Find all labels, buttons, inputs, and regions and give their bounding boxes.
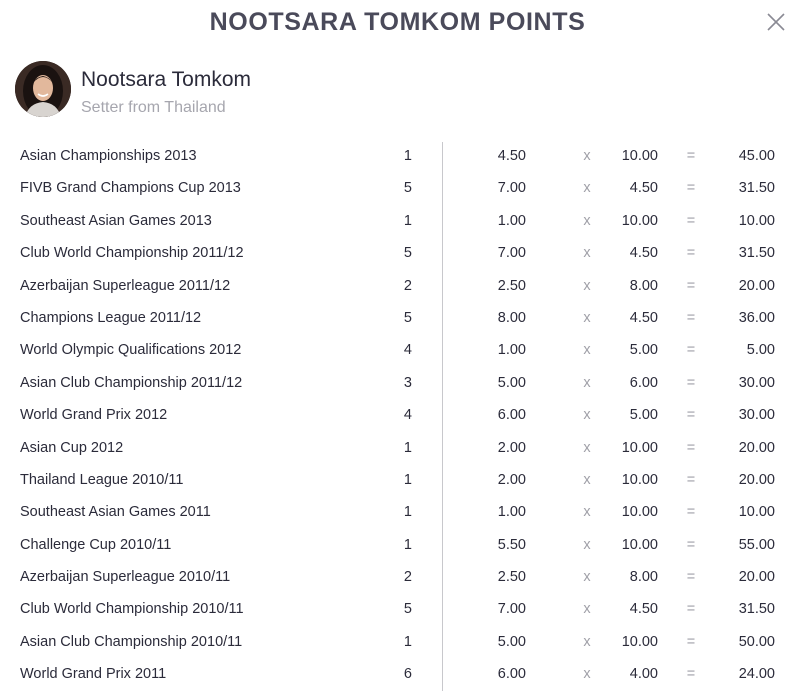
base-points: 1.00 bbox=[497, 212, 526, 229]
total-points: 20.00 bbox=[738, 471, 775, 488]
total-points: 10.00 bbox=[738, 212, 775, 229]
base-points: 1.00 bbox=[497, 504, 526, 521]
player-name: Nootsara Tomkom bbox=[81, 68, 252, 91]
base-points: 2.50 bbox=[497, 277, 526, 294]
multiplier: 8.00 bbox=[629, 277, 658, 294]
multiply-sign: x bbox=[583, 180, 591, 197]
avatar bbox=[15, 61, 71, 117]
base-points: 2.00 bbox=[497, 471, 526, 488]
multiplier: 10.00 bbox=[621, 439, 658, 456]
equals-sign: = bbox=[686, 245, 696, 262]
base-points: 5.00 bbox=[497, 633, 526, 650]
multiply-sign: x bbox=[583, 601, 591, 618]
multiplier: 6.00 bbox=[629, 374, 658, 391]
total-points: 5.00 bbox=[746, 342, 775, 359]
equals-sign: = bbox=[686, 374, 696, 391]
multiplier: 10.00 bbox=[621, 504, 658, 521]
multiply-sign: x bbox=[583, 245, 591, 262]
match-count: 1 bbox=[403, 504, 412, 521]
table-row bbox=[0, 593, 795, 625]
multiplier: 10.00 bbox=[621, 148, 658, 164]
competition-name: Southeast Asian Games 2013 bbox=[20, 212, 212, 229]
match-count: 1 bbox=[403, 148, 412, 164]
total-points: 31.50 bbox=[738, 601, 775, 618]
competition-name: World Grand Prix 2011 bbox=[20, 666, 167, 683]
multiplier: 10.00 bbox=[621, 536, 658, 553]
base-points: 5.50 bbox=[497, 536, 526, 553]
equals-sign: = bbox=[686, 633, 696, 650]
equals-sign: = bbox=[686, 471, 696, 488]
competition-name: World Olympic Qualifications 2012 bbox=[20, 342, 242, 359]
total-points: 10.00 bbox=[738, 504, 775, 521]
base-points: 7.00 bbox=[497, 245, 526, 262]
competition-name: FIVB Grand Champions Cup 2013 bbox=[20, 180, 241, 197]
equals-sign: = bbox=[686, 407, 696, 424]
equals-sign: = bbox=[686, 666, 696, 683]
equals-sign: = bbox=[686, 342, 696, 359]
multiplier: 10.00 bbox=[621, 212, 658, 229]
competition-name: Asian Championships 2013 bbox=[20, 148, 197, 164]
multiply-sign: x bbox=[583, 374, 591, 391]
table-row bbox=[0, 367, 795, 399]
equals-sign: = bbox=[686, 148, 696, 164]
match-count: 3 bbox=[403, 374, 412, 391]
multiply-sign: x bbox=[583, 439, 591, 456]
multiplier: 8.00 bbox=[629, 569, 658, 586]
total-points: 30.00 bbox=[738, 374, 775, 391]
match-count: 4 bbox=[403, 342, 412, 359]
equals-sign: = bbox=[686, 569, 696, 586]
match-count: 1 bbox=[403, 633, 412, 650]
total-points: 55.00 bbox=[738, 536, 775, 553]
multiply-sign: x bbox=[583, 666, 591, 683]
total-points: 30.00 bbox=[738, 407, 775, 424]
avatar-photo bbox=[15, 61, 71, 117]
table-row bbox=[0, 626, 795, 658]
match-count: 1 bbox=[403, 439, 412, 456]
table-row bbox=[0, 432, 795, 464]
multiplier: 4.50 bbox=[629, 180, 658, 197]
equals-sign: = bbox=[686, 180, 696, 197]
page-title: NOOTSARA TOMKOM POINTS bbox=[209, 8, 586, 36]
competition-name: Club World Championship 2011/12 bbox=[20, 245, 244, 262]
equals-sign: = bbox=[686, 309, 696, 326]
match-count: 1 bbox=[403, 471, 412, 488]
base-points: 7.00 bbox=[497, 180, 526, 197]
equals-sign: = bbox=[686, 277, 696, 294]
total-points: 20.00 bbox=[738, 569, 775, 586]
competition-name: Asian Club Championship 2011/12 bbox=[20, 374, 243, 391]
table-row bbox=[0, 464, 795, 496]
table-row bbox=[0, 172, 795, 204]
total-points: 50.00 bbox=[738, 633, 775, 650]
base-points: 6.00 bbox=[497, 407, 526, 424]
equals-sign: = bbox=[686, 504, 696, 521]
match-count: 1 bbox=[403, 212, 412, 229]
match-count: 5 bbox=[403, 180, 412, 197]
multiplier: 4.00 bbox=[629, 666, 658, 683]
total-points: 24.00 bbox=[738, 666, 775, 683]
equals-sign: = bbox=[686, 439, 696, 456]
base-points: 1.00 bbox=[497, 342, 526, 359]
match-count: 2 bbox=[403, 277, 412, 294]
match-count: 6 bbox=[403, 666, 412, 683]
match-count: 5 bbox=[403, 245, 412, 262]
table-row bbox=[0, 302, 795, 334]
table-row bbox=[0, 529, 795, 561]
multiplier: 5.00 bbox=[629, 407, 658, 424]
multiply-sign: x bbox=[583, 471, 591, 488]
match-count: 5 bbox=[403, 309, 412, 326]
table-row bbox=[0, 399, 795, 431]
competition-name: Asian Cup 2012 bbox=[20, 439, 124, 456]
table-row bbox=[0, 205, 795, 237]
close-button[interactable] bbox=[765, 11, 787, 33]
competition-name: Azerbaijan Superleague 2010/11 bbox=[20, 569, 231, 586]
multiplier: 10.00 bbox=[621, 471, 658, 488]
competition-name: Asian Club Championship 2010/11 bbox=[20, 633, 243, 650]
multiply-sign: x bbox=[583, 342, 591, 359]
competition-name: Club World Championship 2010/11 bbox=[20, 601, 244, 618]
table-row bbox=[0, 658, 795, 690]
total-points: 20.00 bbox=[738, 277, 775, 294]
total-points: 31.50 bbox=[738, 245, 775, 262]
base-points: 6.00 bbox=[497, 666, 526, 683]
competition-name: Challenge Cup 2010/11 bbox=[20, 536, 172, 553]
total-points: 20.00 bbox=[738, 439, 775, 456]
total-points: 31.50 bbox=[738, 180, 775, 197]
competition-name: Southeast Asian Games 2011 bbox=[20, 504, 211, 521]
competition-name: Champions League 2011/12 bbox=[20, 309, 202, 326]
base-points: 4.50 bbox=[497, 148, 526, 164]
table-row bbox=[0, 496, 795, 528]
points-table bbox=[0, 140, 795, 691]
table-row bbox=[0, 334, 795, 366]
multiplier: 4.50 bbox=[629, 309, 658, 326]
match-count: 4 bbox=[403, 407, 412, 424]
base-points: 2.00 bbox=[497, 439, 526, 456]
close-icon bbox=[765, 11, 787, 33]
equals-sign: = bbox=[686, 601, 696, 618]
total-points: 36.00 bbox=[738, 309, 775, 326]
multiplier: 10.00 bbox=[621, 633, 658, 650]
table-row bbox=[0, 270, 795, 302]
multiplier: 4.50 bbox=[629, 601, 658, 618]
multiply-sign: x bbox=[583, 277, 591, 294]
base-points: 5.00 bbox=[497, 374, 526, 391]
multiply-sign: x bbox=[583, 569, 591, 586]
equals-sign: = bbox=[686, 212, 696, 229]
table-row bbox=[0, 237, 795, 269]
match-count: 5 bbox=[403, 601, 412, 618]
multiply-sign: x bbox=[583, 504, 591, 521]
multiply-sign: x bbox=[583, 148, 591, 164]
multiply-sign: x bbox=[583, 633, 591, 650]
player-subtitle: Setter from Thailand bbox=[81, 99, 226, 116]
competition-name: Thailand League 2010/11 bbox=[20, 471, 184, 488]
base-points: 7.00 bbox=[497, 601, 526, 618]
multiply-sign: x bbox=[583, 407, 591, 424]
match-count: 2 bbox=[403, 569, 412, 586]
competition-name: World Grand Prix 2012 bbox=[20, 407, 168, 424]
competition-name: Azerbaijan Superleague 2011/12 bbox=[20, 277, 231, 294]
multiply-sign: x bbox=[583, 309, 591, 326]
multiplier: 4.50 bbox=[629, 245, 658, 262]
multiply-sign: x bbox=[583, 212, 591, 229]
equals-sign: = bbox=[686, 536, 696, 553]
base-points: 2.50 bbox=[497, 569, 526, 586]
table-row bbox=[0, 561, 795, 593]
multiplier: 5.00 bbox=[629, 342, 658, 359]
match-count: 1 bbox=[403, 536, 412, 553]
base-points: 8.00 bbox=[497, 309, 526, 326]
total-points: 45.00 bbox=[738, 148, 775, 164]
table-row bbox=[0, 140, 795, 172]
multiply-sign: x bbox=[583, 536, 591, 553]
